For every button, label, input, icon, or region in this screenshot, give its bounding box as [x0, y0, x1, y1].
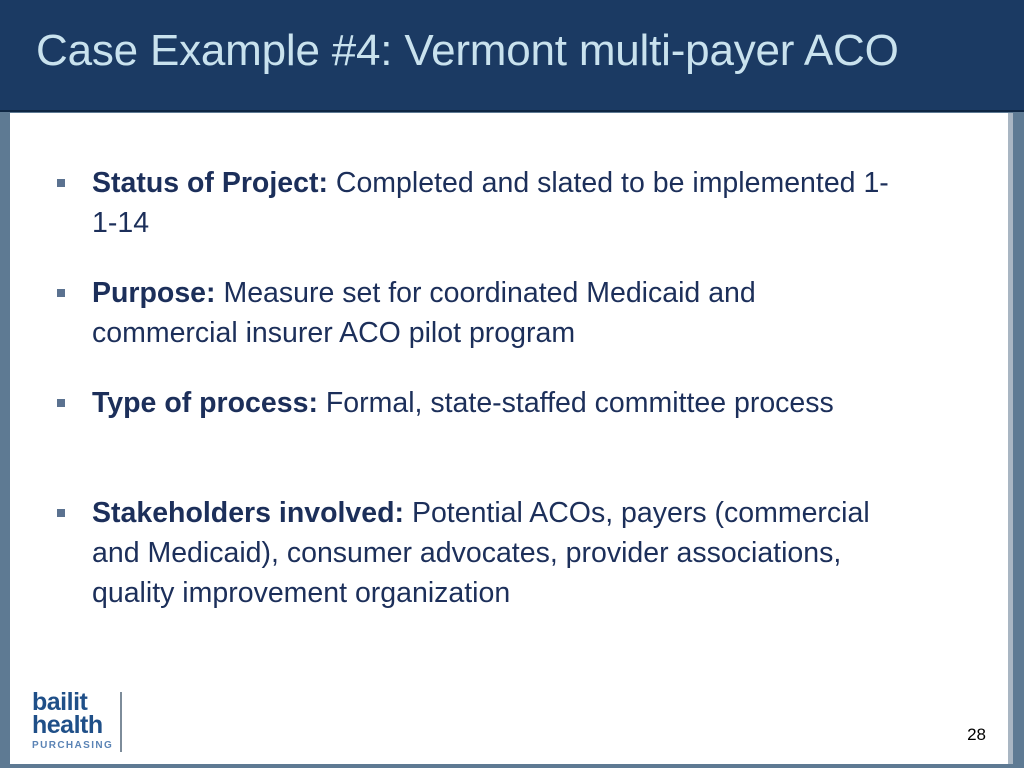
bullet-label: Purpose:	[92, 277, 216, 309]
page-number: 28	[967, 725, 986, 744]
bullet-text	[92, 273, 892, 353]
logo-text-health: health	[32, 711, 103, 739]
title-bar	[0, 0, 1024, 112]
square-bullet-icon	[57, 399, 65, 407]
bullet-body: Potential ACOs, payers (commercial and Medicaid), consumer advocates, provider associations, quality improvement organization	[92, 497, 870, 609]
square-bullet-icon	[57, 509, 65, 517]
bullet-body: Completed and slated to be implemented 1-1-14	[92, 167, 889, 239]
slide-title: Case Example #4: Vermont multi-payer ACO	[36, 26, 899, 75]
bullet-label: Stakeholders involved:	[92, 497, 405, 529]
bullet-text	[92, 383, 892, 423]
square-bullet-icon	[57, 179, 65, 187]
logo-divider	[120, 692, 122, 752]
bailit-health-logo	[32, 688, 192, 758]
logo-text-purchasing: PURCHASING	[32, 740, 114, 751]
bullet-label: Status of Project:	[92, 167, 328, 199]
bullet-label: Type of process:	[92, 387, 318, 419]
logo-text-bailit: bailit	[32, 688, 88, 716]
bullet-body: Measure set for coordinated Medicaid and commercial insurer ACO pilot program	[92, 277, 756, 349]
bullet-text	[92, 163, 892, 243]
bullet-body: Formal, state-staffed committee process	[325, 387, 834, 419]
content-panel	[10, 113, 1013, 764]
square-bullet-icon	[57, 289, 65, 297]
bullet-text	[92, 493, 882, 613]
